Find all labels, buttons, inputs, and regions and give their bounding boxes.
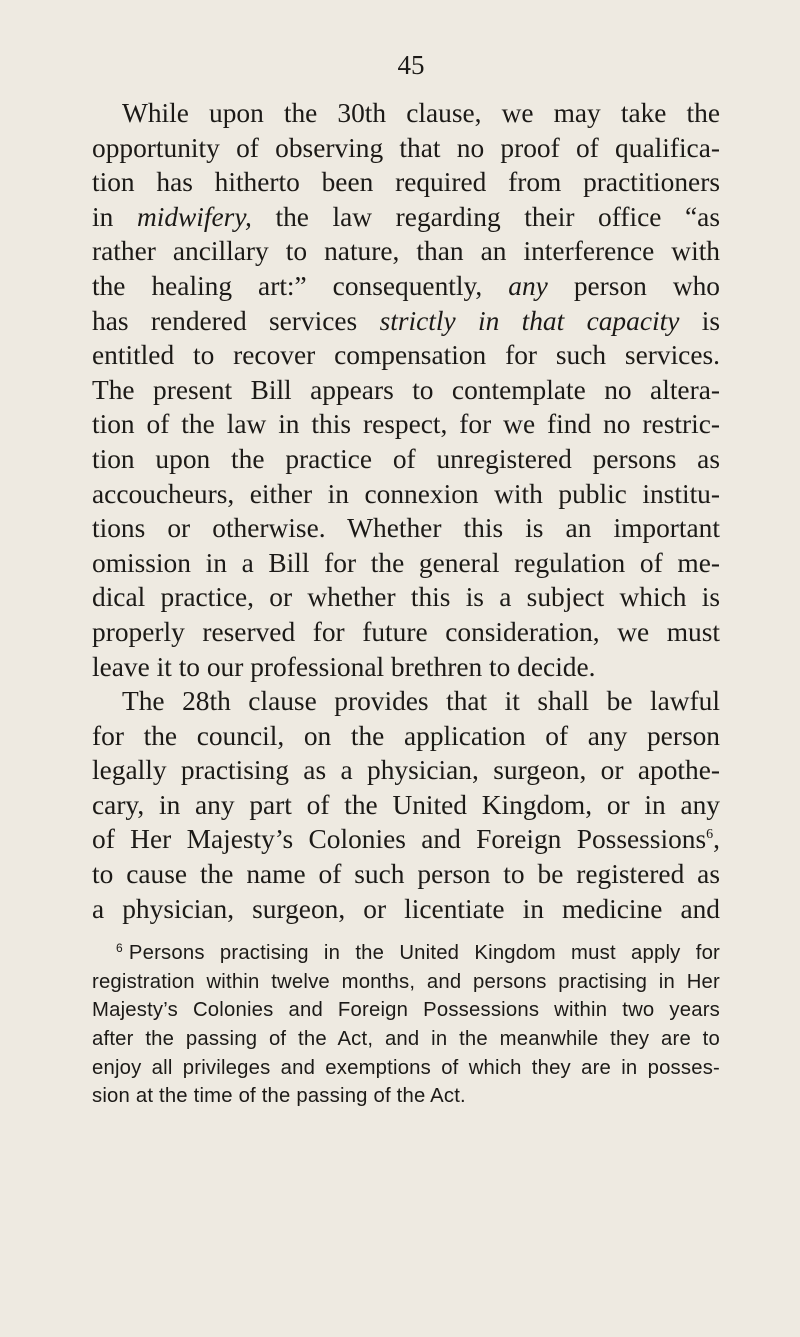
footnote-marker: 6 — [116, 941, 123, 956]
page-number: 45 — [397, 50, 425, 80]
text-fragment: of Her Majesty’s Colonies and Foreign Possessions — [92, 824, 707, 855]
text-fragment: in — [92, 201, 114, 232]
text-fragment: has rendered services — [92, 305, 358, 336]
text-line: cary, in any part of the United Kingdom, or in any — [92, 789, 720, 820]
text-line: accoucheurs, either in connexion with public institu- — [92, 478, 720, 509]
text-line: rather ancillary to nature, than an interference with — [92, 236, 720, 267]
italic-text: strictly in that capacity — [379, 305, 680, 336]
text-line: The present Bill appears to contemplate no altera- — [92, 374, 720, 405]
italic-text: any — [508, 270, 548, 301]
text-line: a physician, surgeon, or licentiate in medicine and — [92, 893, 720, 924]
text-line: dical practice, or whether this is a subject which is — [92, 582, 720, 613]
footnote-line: Majesty’s Colonies and Foreign Possessions within two years — [92, 999, 720, 1022]
text-fragment: the law regarding their office “as — [275, 201, 721, 232]
text-line: properly reserved for future consideration, we must — [92, 616, 720, 647]
main-text — [92, 96, 720, 926]
text-line: to cause the name of such person to be registered as — [92, 859, 720, 890]
text-line — [92, 304, 720, 339]
text-fragment: , — [713, 824, 720, 855]
footnote-line: enjoy all privileges and exemptions of which they are in posses- — [92, 1056, 720, 1079]
text-line: tion of the law in this respect, for we find no restric- — [92, 409, 720, 440]
text-line: tion upon the practice of unregistered persons as — [92, 443, 720, 474]
text-line: tion has hitherto been required from practitioners — [92, 167, 720, 198]
text-fragment: is — [701, 305, 720, 336]
text-line — [92, 269, 720, 304]
text-line: While upon the 30th clause, we may take the — [122, 98, 720, 128]
text-line: tions or otherwise. Whether this is an important — [92, 513, 720, 544]
footnote-line: after the passing of the Act, and in the meanwhile they are to — [92, 1028, 720, 1051]
footnote-line: sion at the time of the passing of the Act. — [92, 1085, 466, 1108]
text-line: for the council, on the application of any person — [92, 720, 720, 751]
footnote-line — [92, 939, 720, 968]
footnote-line: registration within twelve months, and persons practising in Her — [92, 970, 720, 993]
text-fragment: person who — [573, 270, 720, 301]
italic-text: midwifery, — [136, 201, 252, 232]
text-line — [92, 200, 720, 235]
footnote-reference: 6 — [706, 827, 714, 843]
text-line: leave it to our professional brethren to decide. — [92, 651, 596, 682]
text-fragment: Persons practising in the United Kingdom must apply for — [128, 942, 720, 965]
text-line: legally practising as a physician, surgeon, or apothe- — [92, 755, 720, 786]
text-fragment: the healing art:” consequently, — [92, 270, 483, 301]
text-line: opportunity of observing that no proof of qualifica- — [92, 132, 720, 163]
text-line: entitled to recover compensation for such services. — [92, 340, 720, 371]
text-line — [92, 822, 720, 857]
text-line: The 28th clause provides that it shall be lawful — [122, 686, 720, 717]
footnote — [92, 939, 720, 1111]
text-line: omission in a Bill for the general regulation of me- — [92, 547, 720, 578]
